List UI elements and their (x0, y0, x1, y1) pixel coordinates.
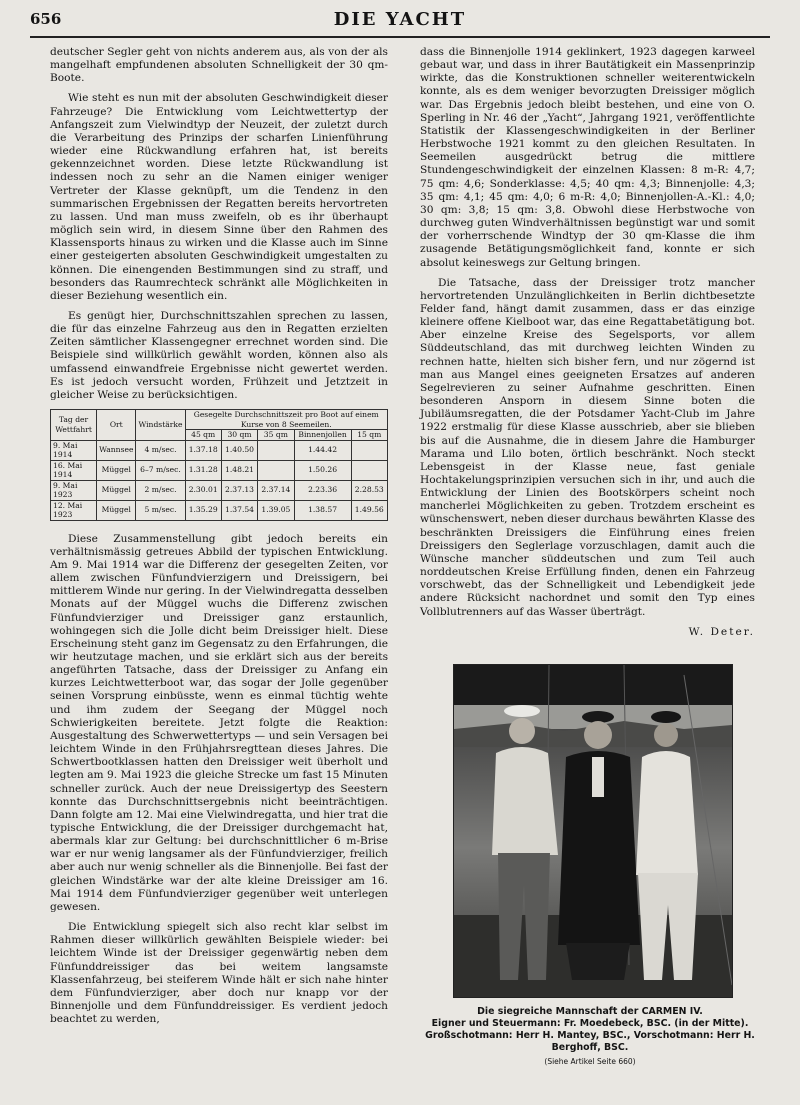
table-cell: 1.37.18 (185, 440, 221, 460)
table-cell: Wannsee (97, 440, 136, 460)
table-cell (258, 440, 294, 460)
table-cell (351, 460, 387, 480)
right-column (420, 46, 755, 639)
crew-photo-image (454, 665, 732, 997)
table-cell: 1.35.29 (185, 500, 221, 520)
table-cell: 16. Mai 1914 (51, 460, 97, 480)
table-cell: 5 m/sec. (136, 500, 185, 520)
table-cell: 2.37.13 (221, 480, 257, 500)
table-header-place: Ort (97, 410, 136, 441)
table-row (51, 460, 388, 480)
paragraph: Diese Zusammenstellung gibt jedoch bereits ein verhältnismässig getreues Abbild der typischen Entwicklung. Am 9. Mai 1914 war die Differenz der gesegelten Zeiten, vor allem zwischen Fünfundvierzigern und Dreissigern, bei mittlerem Winde nur gering. In der Vielwindregatta desselben Monats auf der Müggel wuchs die Differenz zwischen Fünfundvierziger und Dreissiger ganz erstaunlich, wohingegen sich die Jolle dicht beim Dreissiger hielt. Diese Erscheinung steht ganz im Gegensatz zu den Erfahrungen, die wir heutzutage machen, und sie erklärt sich aus der bereits angeführten Tatsache, dass der Dreissiger zu Anfang ein kurzes Leichtwetterboot war, das sogar der Jolle gegenüber seinen Vorsprung einbüsste, wenn es einmal tüchtig wehte und ihm zudem der Seegang der Müggel noch Schwierigkeiten bereitete. Jetzt folgte die Reaktion: Ausgestaltung des Schwerwettertyps — und sein Versagen bei leichtem Winde in den Frühjahrsregttean dieses Jahres. Die Schwertbootklassen hatten den Dreissiger weit überholt und legten am 9. Mai 1923 die gleiche Strecke um fast 15 Minuten schneller zurück. Auch der neue Dreissigertyp des Seestern konnte das Durchschnittsergebnis nicht beeinträchtigen. Dann folgte am 12. Mai eine Vielwindregatta, und hier trat die typische Entwicklung, die der Dreissiger durchgemacht hat, abermals klar zur Geltung: bei durchschnittlicher 6 m-Brise war er nur wenig langsamer als der Fünfundvierziger, freilich aber auch nur wenig schneller als die Binnenjolle. Bei fast der gleichen Windstärke war der alte kleine Dreissiger am 16. Mai 1914 dem Fünfundvierziger gegenüber weit unterlegen gewesen. (50, 532, 388, 913)
table-cell: 2.28.53 (351, 480, 387, 500)
paragraph: Es genügt hier, Durchschnittszahlen sprechen zu lassen, die für das einzelne Fahrzeug aus den in Regatten erzielten Zeiten sämtlicher Klassengegner errechnet worden sind. Die Beispiele sind willkürlich gewählt worden, können also als umfassend einwandfreie Ergebnisse nicht gewertet werden. Es ist jedoch versucht worden, Frühzeit und Jetztzeit in gleicher Weise zu berücksichtigen. (50, 309, 388, 401)
table-cell: 9. Mai 1923 (51, 480, 97, 500)
table-header-35qm: 35 qm (258, 430, 294, 441)
table-cell: 2 m/sec. (136, 480, 185, 500)
table-header-day: Tag der Wettfahrt (51, 410, 97, 441)
table-row (51, 480, 388, 500)
table-cell: 1.38.57 (294, 500, 351, 520)
table-cell: 2.37.14 (258, 480, 294, 500)
table-header-15qm: 15 qm (351, 430, 387, 441)
table-cell: 6–7 m/sec. (136, 460, 185, 480)
table-header-30qm: 30 qm (221, 430, 257, 441)
crew-photo (453, 664, 733, 998)
table-cell: 2.23.36 (294, 480, 351, 500)
table-cell: 1.48.21 (221, 460, 257, 480)
table-cell: 4 m/sec. (136, 440, 185, 460)
table-cell: 1.44.42 (294, 440, 351, 460)
table-header-group: Gesegelte Durchschnittszeit pro Boot auf einem Kurse von 8 Seemeilen. (185, 410, 387, 430)
table-header-binnenjollen: Binnenjollen (294, 430, 351, 441)
table-cell: 9. Mai 1914 (51, 440, 97, 460)
table-row (51, 440, 388, 460)
table-cell: 1.40.50 (221, 440, 257, 460)
table-row (51, 500, 388, 520)
page-number: 656 (30, 10, 62, 28)
table-cell: 1.50.26 (294, 460, 351, 480)
photo-caption (420, 1006, 760, 1068)
table-cell: Müggel (97, 480, 136, 500)
paragraph: dass die Binnenjolle 1914 geklinkert, 1923 dagegen karweel gebaut war, und dass in ihrer Bautätigkeit ein Massenprinzip wirkte, das die Konstruktionen schneller weiterentwickeln konnte, als es dem weniger bevorzugten Dreissiger möglich war. Das Ergebnis jedoch bleibt bestehen, und eine von O. Sperling in Nr. 46 der „Yacht“, Jahrgang 1921, veröffentlichte Statistik der Klassengeschwindigkeiten in der Berliner Herbstwoche 1921 kommt zu den gleichen Resultaten. In Seemeilen ausgedrückt betrug die mittlere Stundengeschwindigkeit der einzelnen Klassen: 8 m-R: 4,7; 75 qm: 4,6; Sonderklasse: 4,5; 40 qm: 4,3; Binnenjolle: 4,3; 35 qm: 4,1; 45 qm: 4,0; 6 m-R: 4,0; Binnenjollen-A.-Kl.: 4,0; 30 qm: 3,8; 15 qm: 3,8. Obwohl diese Herbstwoche von durchweg guten Windverhältnissen begünstigt war und somit der vorherrschende Windtyp der 30 qm-Klasse die ihm zusagende Betätigungsmöglichkeit fand, konnte er sich absolut keineswegs zur Geltung bringen. (420, 46, 755, 269)
table-header-45qm: 45 qm (185, 430, 221, 441)
table-cell: 12. Mai 1923 (51, 500, 97, 520)
table-cell: 1.39.05 (258, 500, 294, 520)
journal-title: DIE YACHT (333, 9, 467, 30)
author-signature: W. Deter. (688, 625, 755, 638)
table-header-wind: Windstärke (136, 410, 185, 441)
paragraph: Wie steht es nun mit der absoluten Geschwindigkeit dieser Fahrzeuge? Die Entwicklung vom Leichtwettertyp der Anfangszeit zum Vielwindtyp der Neuzeit, der zuletzt durch die Verarbeitung des Prinzips der scharfen Linienführung wieder eine Rückwandlung erfahren hat, ist bereits gekennzeichnet worden. Diese letzte Rückwandlung ist indessen noch zu sehr an die Namen einiger weniger Vertreter der Klasse geknüpft, um die Tendenz in den summarischen Ergebnissen der Regatten bereits hervortreten zu lassen. Und man muss zweifeln, ob es ihr überhaupt möglich sein wird, in diesem Sinne über den Rahmen des Klassensports hinaus zu wirken und die Klasse auch im Sinne einer gesteigerten absoluten Geschwindigkeit umgestalten zu können. Die einengenden Bestimmungen sind zu straff, und besonders das Raumrechteck schränkt alle Möglichkeiten in dieser Beziehung wesentlich ein. (50, 92, 388, 302)
table-cell: Müggel (97, 500, 136, 520)
table-cell (351, 440, 387, 460)
table-cell (258, 460, 294, 480)
paragraph: Die Entwicklung spiegelt sich also recht klar selbst im Rahmen dieser willkürlich gewählten Beispiele wieder: bei leichtem Winde ist der Dreissiger gegenwärtig neben dem Fünfunddreissiger das bei weitem langsamste Klassenfahrzeug, bei steiferem Winde hält er sich nahe hinter dem Fünfundvierziger, aber doch nur knapp vor der Binnenjolle und dem Fünfunddreissiger. Es verdient jedoch beachtet zu werden, (50, 921, 388, 1026)
paragraph: deutscher Segler geht von nichts anderem aus, als von der als mangelhaft empfundenen absoluten Schnelligkeit der 30 qm-Boote. (50, 46, 388, 85)
table-cell: Müggel (97, 460, 136, 480)
table-cell: 1.31.28 (185, 460, 221, 480)
caption-line: Die siegreiche Mannschaft der CARMEN IV. (477, 1006, 703, 1017)
speed-table (50, 409, 388, 521)
table-cell: 1.49.56 (351, 500, 387, 520)
caption-reference: (Siehe Artikel Seite 660) (544, 1057, 636, 1066)
table-cell: 2.30.01 (185, 480, 221, 500)
table-cell: 1.37.54 (221, 500, 257, 520)
left-column (50, 46, 388, 1033)
paragraph: Die Tatsache, dass der Dreissiger trotz mancher hervortretenden Unzulänglichkeiten in Berlin dichtbesetzte Felder fand, hängt damit zusammen, dass er das einzige kleinere offene Kielboot war, das eine Regattabetätigung bot. Aber einzelne Kreise des Segelsports, vor allem Süddeutschland, das mit durchweg leichten Winden zu rechnen hatte, hielten sich bisher fern, und nur zögernd ist man aus Mangel eines geeigneten Ersatzes auf anderen Segelrevieren zu seiner Aufnahme geschritten. Einen besonderen Ansporn in diesem Sinne boten die Jubiläumsregatten, die der Potsdamer Yacht-Club im Jahre 1922 erstmalig für diese Klasse ausschrieb, aber sie blieben bis auf die Ausnahme, die in diesem Jahre die Hamburger Marama und Lilo boten, örtlich beschränkt. Noch steckt Lebensgeist in der Klasse neue, fast geniale Hochtakelungsprinzipien versuchen sich in ihr, und auch die Entwicklung der Linien des Bootskörpers scheint noch mancherlei Möglichkeiten zu geben. Trotzdem erscheint es wünschenswert, neben dieser durchaus bewährten Klasse des beschränkten Dreissigers die Einführung eines freien Dreissigers den Seglerlage vorzuschlagen, damit auch die Wünsche mancher süddeutschen und zum Teil auch norddeutschen Kreise Erfüllung finden, denen ein Fahrzeug vorschwebt, das der Schnelligkeit und Lebendigkeit jede andere Rücksicht nachordnet und somit den Typ eines Vollblutrenners auf das Wasser überträgt. (420, 276, 755, 618)
caption-line: Eigner und Steuermann: Fr. Moedebeck, BSC. (in der Mitte). Großschotmann: Herr H. Mantey, BSC., Vorschotmann: Herr H. Berghoff, BSC. (425, 1018, 755, 1053)
page-header (30, 8, 770, 38)
